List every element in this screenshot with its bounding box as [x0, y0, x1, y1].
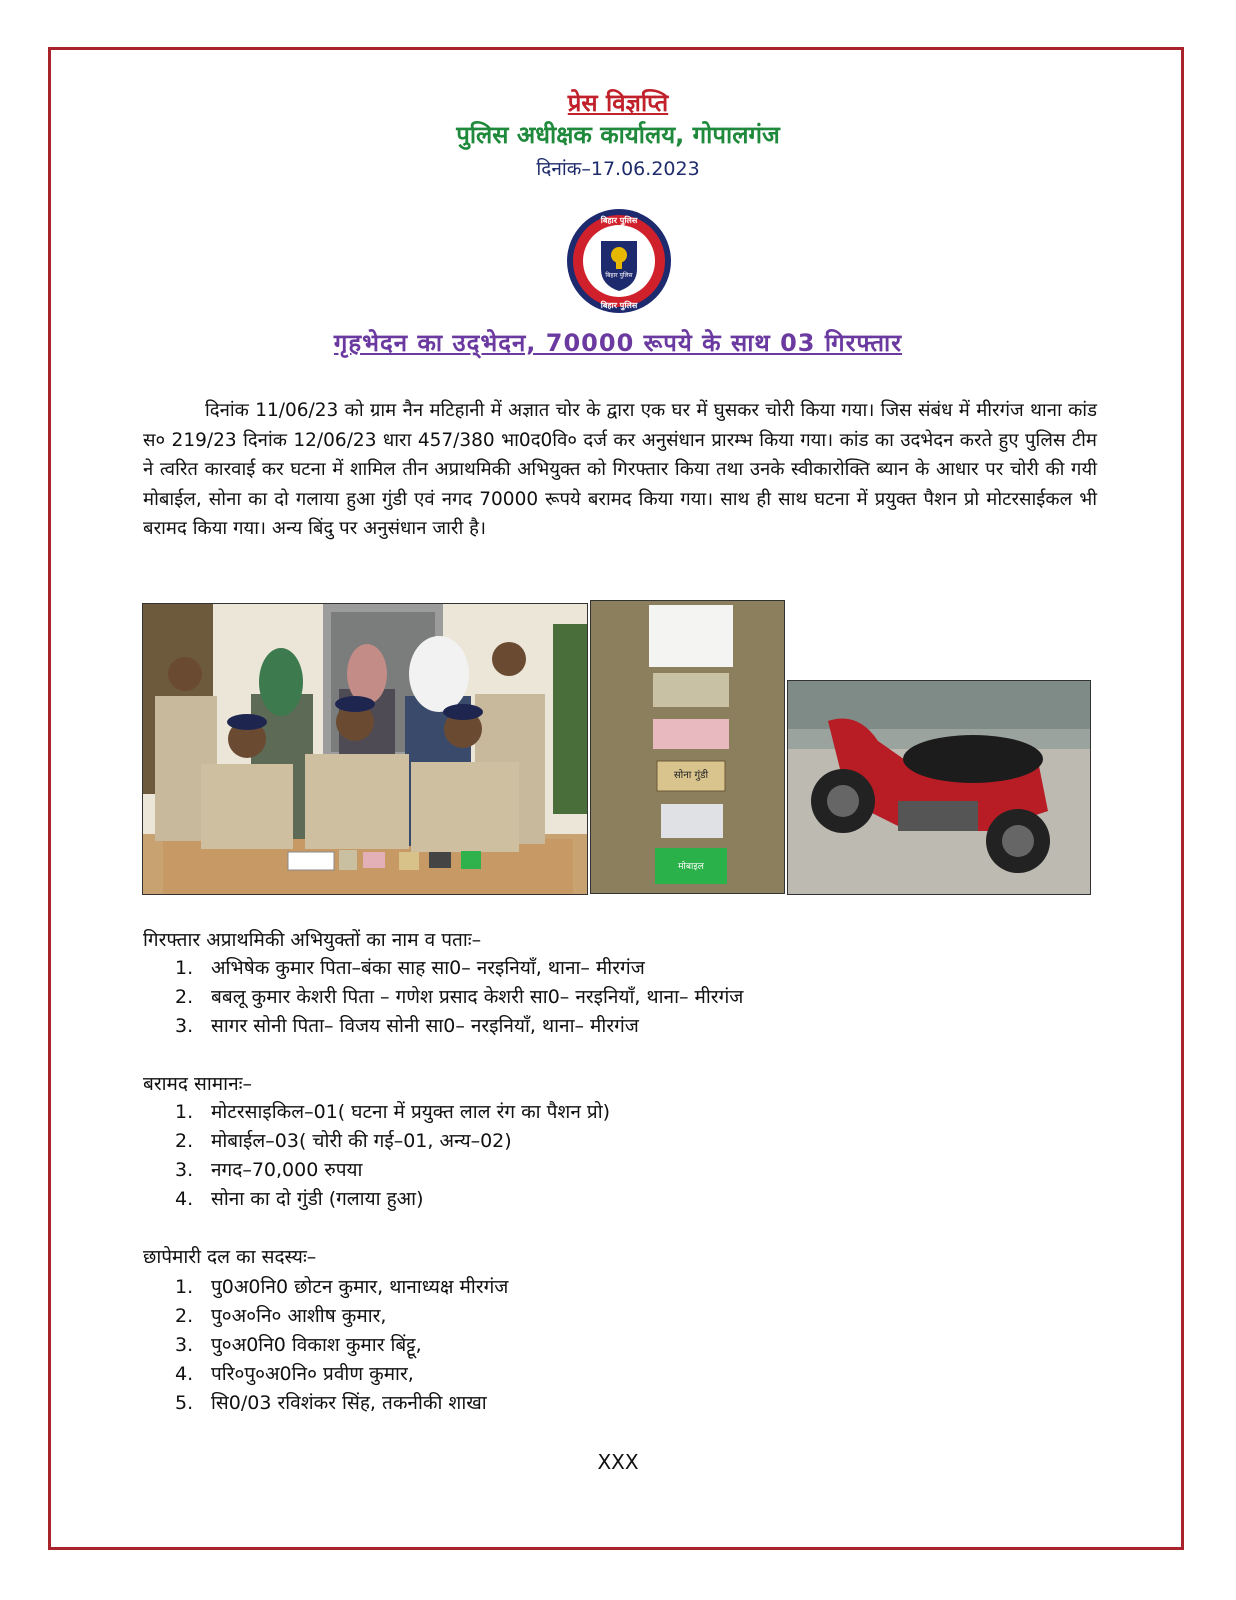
office-heading: पुलिस अधीक्षक कार्यालय, गोपालगंज: [456, 121, 780, 149]
logo-inner-text: बिहार पुलिस: [605, 272, 633, 279]
list-item: 3. नगद–70,000 रुपया: [175, 1159, 363, 1181]
accused-list: [175, 954, 743, 1041]
list-item: 1. अभिषेक कुमार पिता–बंका साह सा0– नरइनियाँ, थाना– मीरगंज: [175, 957, 645, 979]
seized-note-label: सोना गुंडी: [673, 770, 709, 781]
footer-mark: XXX: [597, 1450, 639, 1474]
accused-heading: गिरफ्तार अप्राथमिकी अभियुक्तों का नाम व पताः–: [143, 929, 482, 951]
list-item: 1. पु0अ0नि0 छोटन कुमार, थानाध्यक्ष मीरगंज: [175, 1276, 509, 1298]
team-heading: छापेमारी दल का सदस्यः–: [143, 1246, 317, 1268]
photo-seized-items: [590, 600, 785, 894]
recovered-heading: बरामद सामानः–: [143, 1073, 252, 1095]
list-item: 3. सागर सोनी पिता– विजय सोनी सा0– नरइनियाँ, थाना– मीरगंज: [175, 1015, 639, 1037]
photo-motorcycle: [787, 680, 1091, 895]
list-item: 3. पु०अ0नि0 विकाश कुमार बिंट्टू,: [175, 1334, 422, 1356]
release-date: दिनांक–17.06.2023: [536, 158, 700, 180]
list-item: 5. सि0/03 रविशंकर सिंह, तकनीकी शाखा: [175, 1392, 487, 1414]
bihar-police-logo: [565, 207, 673, 315]
logo-bottom-text: बिहार पुलिस: [600, 301, 638, 310]
list-item: 4. परि०पु०अ0नि० प्रवीण कुमार,: [175, 1363, 414, 1385]
body-paragraph: दिनांक 11/06/23 को ग्राम नैन मटिहानी में अज्ञात चोर के द्वारा एक घर में घुसकर चोरी किया गया। जिस संबंध में मीरगंज थाना कांड स० 219/23 दिनांक 12/06/23 धारा 457/380 भा0द0वि० दर्ज कर अनुसंधान प्रारम्भ किया गया। कांड का उदभेदन करते हुए पुलिस टीम ने त्वरित कारवाई कर घटना में शामिल तीन अप्राथमिकी अभियुक्त को गिरफ्तार किया तथा उनके स्वीकारोक्ति ब्यान के आधार पर चोरी की गयी मोबाईल, सोना का दो गलाया हुआ गुंडी एवं नगद 70000 रूपये बरामद किया गया। साथ ही साथ घटना में प्रयुक्त पैशन प्रो मोटरसाईकल भी बरामद किया गया। अन्य बिंदु पर अनुसंधान जारी है।: [143, 400, 1097, 539]
list-item: 4. सोना का दो गुंडी (गलाया हुआ): [175, 1188, 424, 1210]
team-list: [175, 1273, 508, 1418]
list-item: 2. बबलू कुमार केशरी पिता – गणेश प्रसाद केशरी सा0– नरइनियाँ, थाना– मीरगंज: [175, 986, 744, 1008]
recovered-list: [175, 1098, 610, 1214]
list-item: 2. पु०अ०नि० आशीष कुमार,: [175, 1305, 387, 1327]
list-item: 2. मोबाईल–03( चोरी की गई–01, अन्य–02): [175, 1130, 512, 1152]
seized-mobile-label: मोबाइल: [678, 862, 704, 872]
photo-police-team: [142, 603, 588, 895]
news-title: गृहभेदन का उद्‌भेदन, 70000 रूपये के साथ 03 गिरफ्तार: [333, 329, 903, 357]
press-release-heading: प्रेस विज्ञप्ति: [567, 89, 669, 117]
list-item: 1. मोटरसाइकिल–01( घटना में प्रयुक्त लाल रंग का पैशन प्रो): [175, 1101, 611, 1123]
logo-top-text: बिहार पुलिस: [600, 216, 638, 225]
